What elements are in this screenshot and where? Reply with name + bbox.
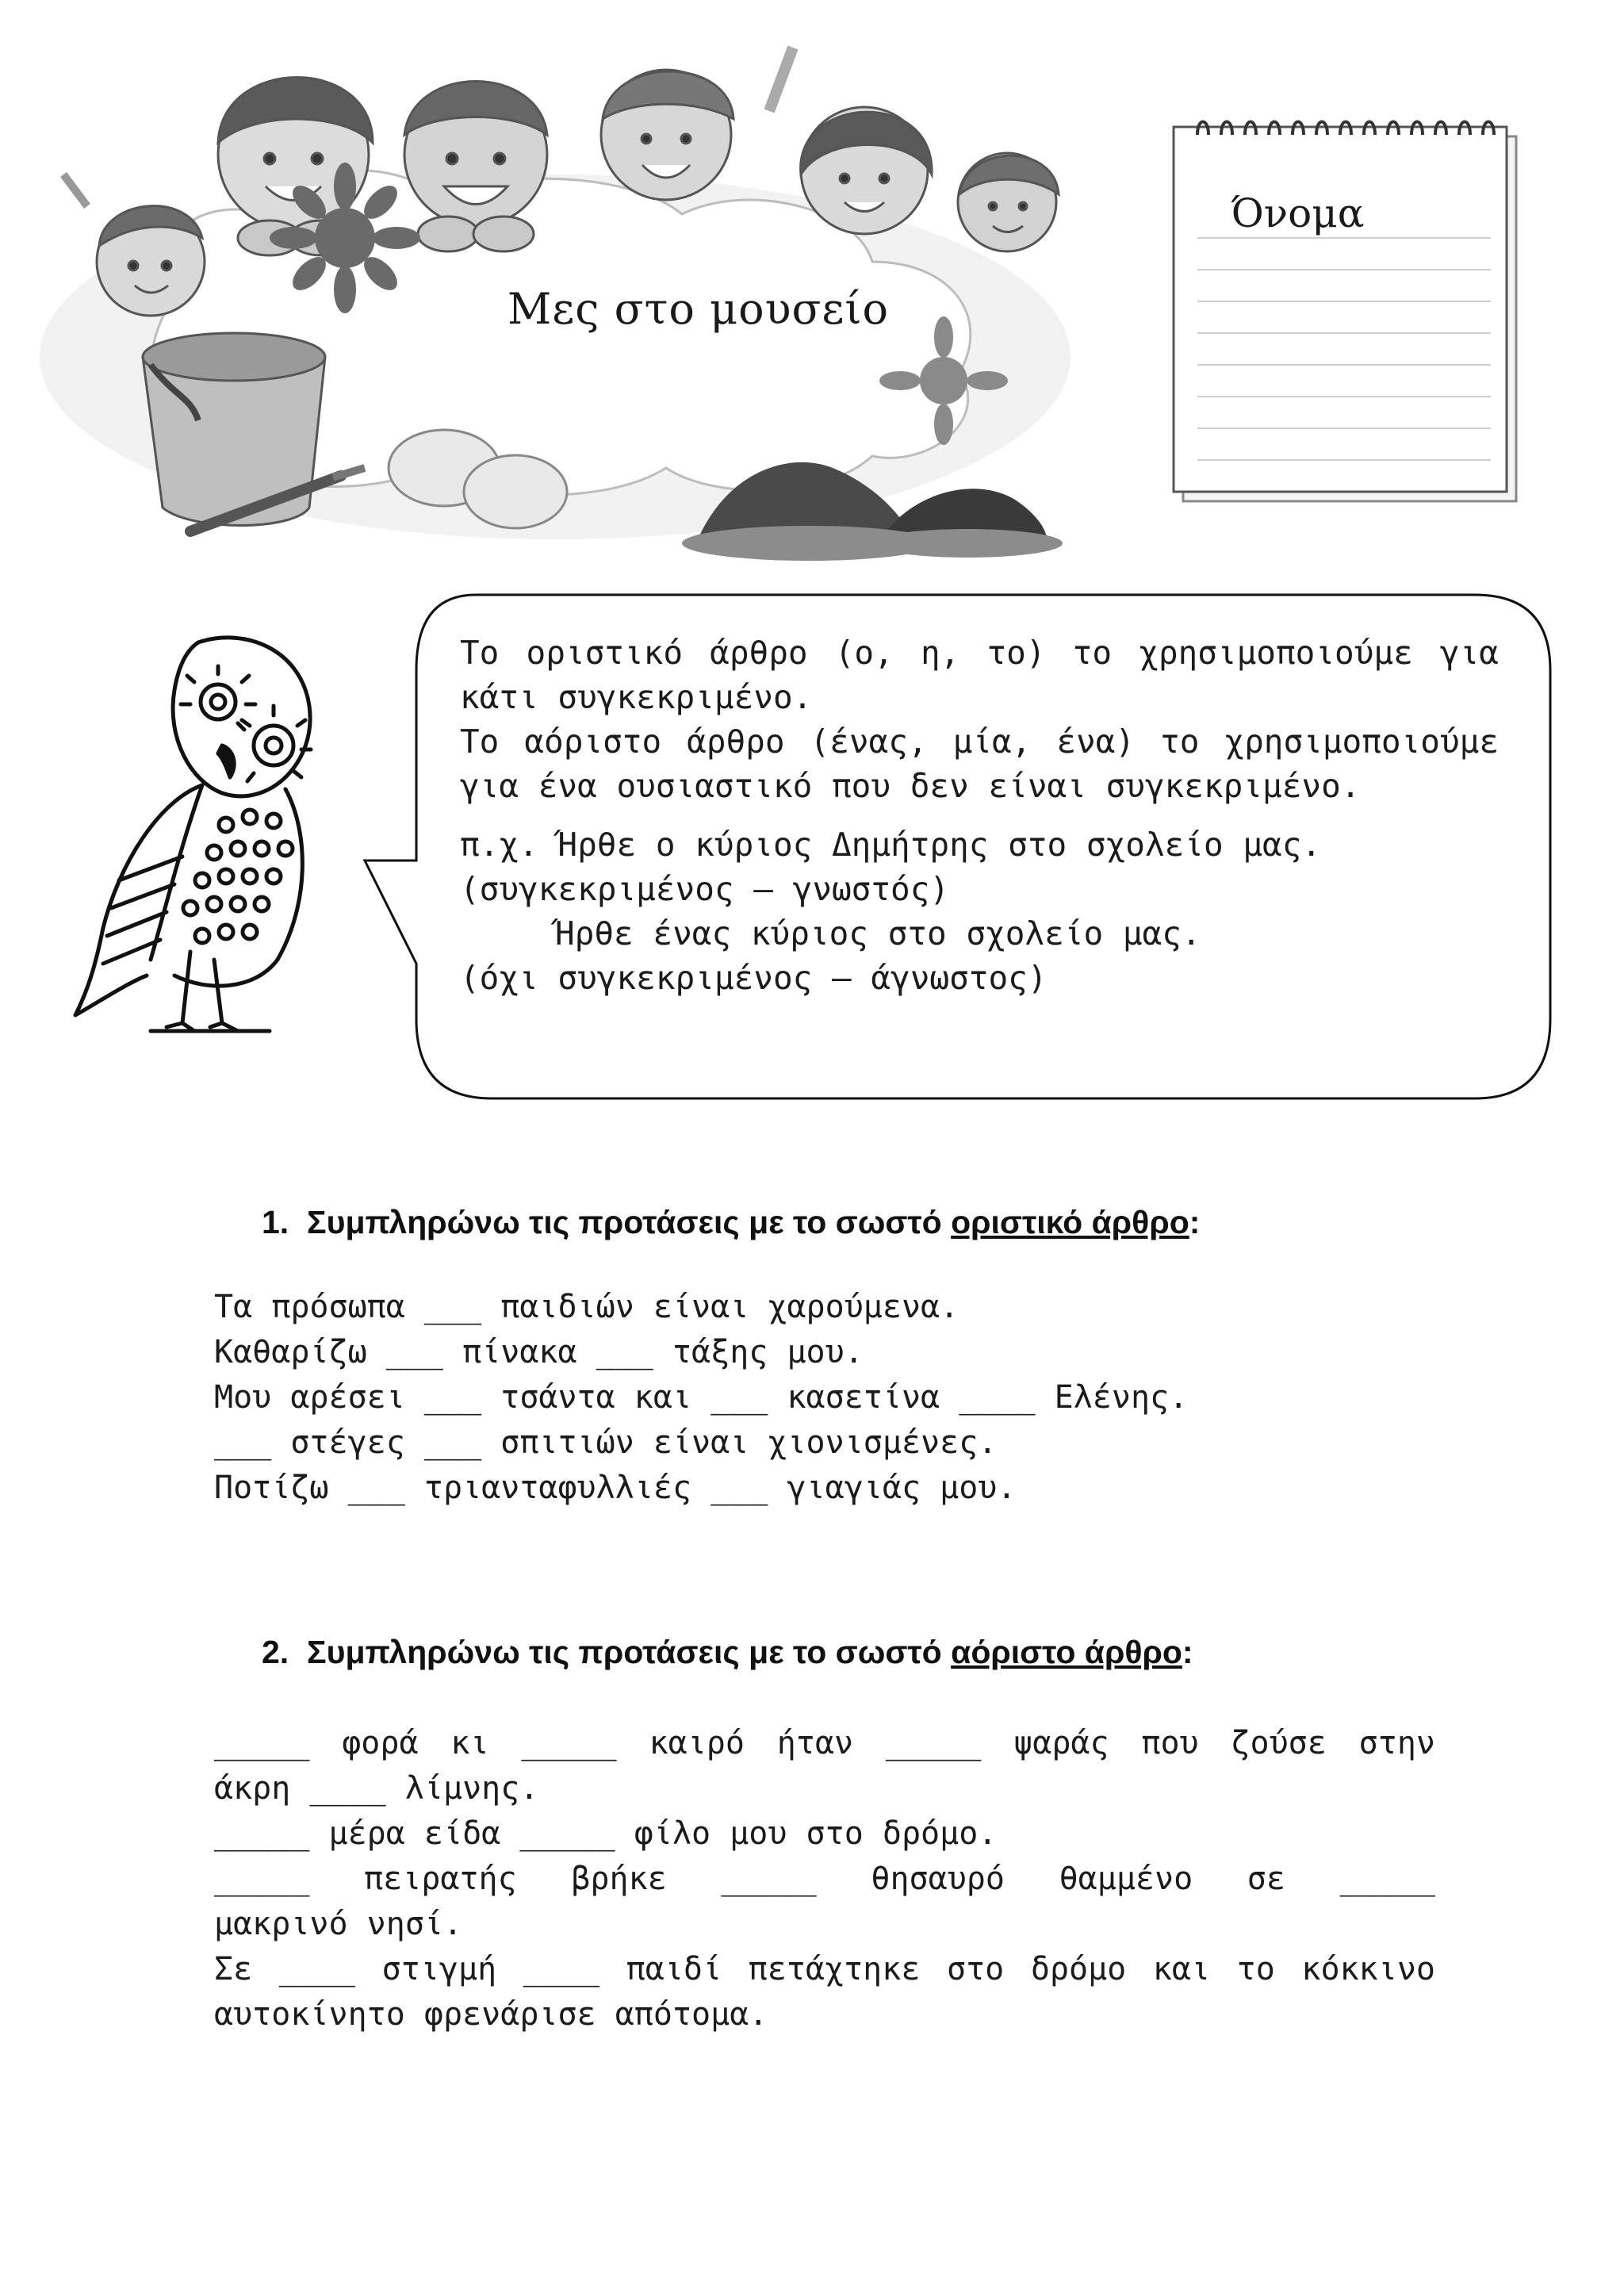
heading-colon: :	[1189, 1204, 1201, 1240]
exercise-1-sentences	[214, 1285, 1443, 1511]
owl-icon	[71, 619, 365, 1071]
sentence-line: αυτοκίνητο φρενάρισε απότομα.	[214, 1996, 768, 2033]
page-title: Μες στο μουσείο	[508, 284, 890, 334]
sentence-line: Καθαρίζω ___ πίνακα ___ τάξης μου.	[214, 1334, 864, 1370]
exercise-instruction: Συμπληρώνω τις προτάσεις με το σωστό	[307, 1634, 952, 1670]
example-definite-note: (συγκεκριμένος – γνωστός)	[460, 870, 950, 908]
sentence-line: Σε ____ στιγμή ____ παιδί πετάχτηκε στο δρόμο και το κόκκινο	[214, 1951, 1435, 1987]
definite-article-rule: Το οριστικό άρθρο (ο, η, το) το χρησιμοποιούμε για κάτι συγκεκριμένο.	[460, 634, 1499, 716]
sentence-line: _____ μέρα είδα _____ φίλο μου στο δρόμο.	[214, 1815, 998, 1852]
heading-colon: :	[1182, 1634, 1193, 1670]
example-indefinite-note: (όχι συγκεκριμένος – άγνωστος)	[460, 959, 1048, 997]
exercise-2-heading	[262, 1634, 1193, 1671]
grammar-rule-text	[460, 631, 1499, 1000]
sentence-line: Τα πρόσωπα ___ παιδιών είναι χαρούμενα.	[214, 1289, 959, 1325]
exercise-number: 1.	[262, 1204, 289, 1240]
exercise-keyword: οριστικό άρθρο	[951, 1204, 1189, 1240]
sentence-line: Μου αρέσει ___ τσάντα και ___ κασετίνα ____ Ελένης.	[214, 1379, 1189, 1416]
exercise-2-sentences	[214, 1721, 1435, 2037]
sentence-line: Ποτίζω ___ τριανταφυλλιές ___ γιαγιάς μου.	[214, 1470, 1017, 1506]
notepad-illustration	[1166, 111, 1538, 508]
exercise-number: 2.	[262, 1634, 289, 1670]
indefinite-article-rule: Το αόριστο άρθρο (ένας, μία, ένα) το χρησιμοποιούμε για ένα ουσιαστικό που δεν είναι συγκεκριμένο.	[460, 723, 1499, 805]
sentence-line: ___ στέγες ___ σπιτιών είναι χιονισμένες.	[214, 1424, 998, 1461]
sentence-line: _____ πειρατής βρήκε _____ θησαυρό θαμμένο σε _____	[214, 1861, 1435, 1897]
exercise-keyword: αόριστο άρθρο	[951, 1634, 1182, 1670]
example-indefinite: Ήρθε ένας κύριος στο σχολείο μας.	[555, 914, 1201, 953]
exercise-1-heading	[262, 1204, 1200, 1241]
exercise-instruction: Συμπληρώνω τις προτάσεις με το σωστό	[307, 1204, 952, 1240]
sentence-line: _____ φορά κι _____ καιρό ήταν _____ ψαράς που ζούσε στην	[214, 1725, 1435, 1761]
example-definite: π.χ. Ήρθε ο κύριος Δημήτρης στο σχολείο μας.	[460, 826, 1322, 864]
sentence-line: άκρη ____ λίμνης.	[214, 1770, 539, 1807]
name-field-label: Όνομα	[1231, 190, 1365, 236]
sentence-line: μακρινό νησί.	[214, 1906, 463, 1942]
